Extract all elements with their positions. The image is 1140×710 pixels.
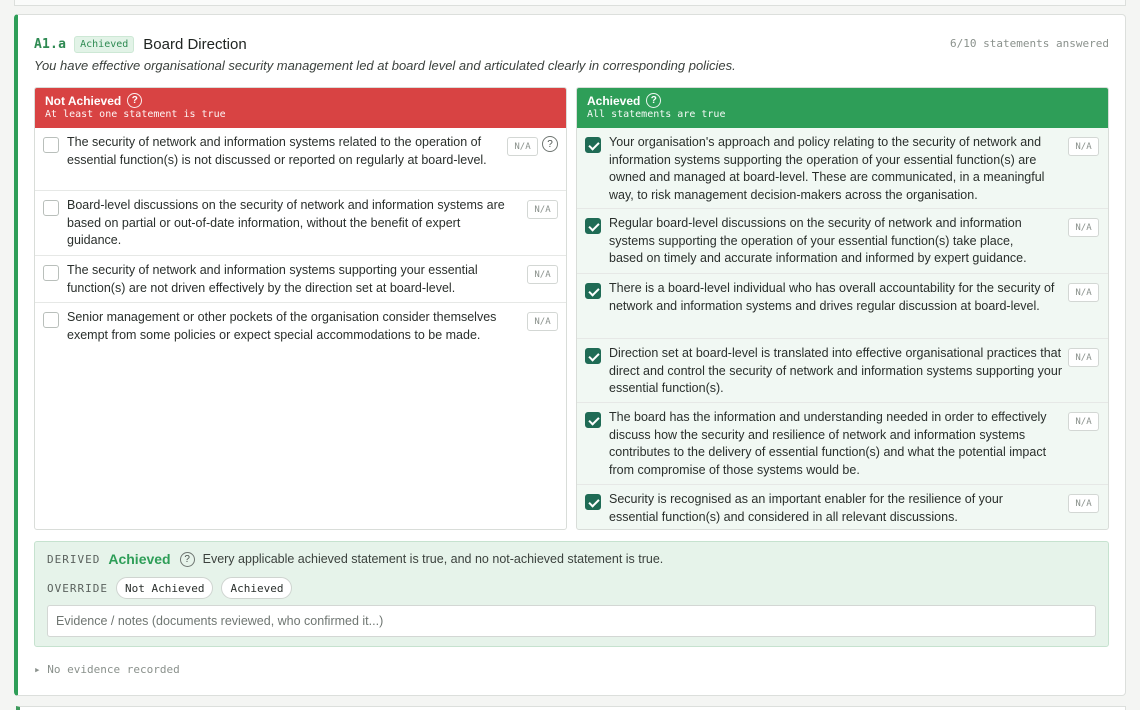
statement-checkbox[interactable]	[43, 312, 59, 328]
not-achieved-subtitle: At least one statement is true	[45, 109, 226, 120]
evidence-notes-input[interactable]: Evidence / notes (documents reviewed, who confirmed it...)	[47, 605, 1096, 637]
statement-checkbox[interactable]	[585, 283, 601, 299]
help-icon[interactable]: ?	[127, 93, 142, 108]
statement-row	[577, 485, 1108, 530]
statement-text: Direction set at board-level is translated into effective organisational practices that direct and control the security of network and information systems supporting your essential function(s).	[609, 346, 1062, 395]
statement-text: Senior management or other pockets of the organisation consider themselves exempt from some policies or expect special accommodations to be made.	[67, 310, 497, 342]
statement-checkbox[interactable]	[585, 137, 601, 153]
statement-text: Board-level discussions on the security of network and information systems are based on partial or out-of-date information, without the benefit of expert guidance.	[67, 198, 505, 247]
statement-row	[577, 339, 1108, 403]
next-card-edge	[16, 706, 1126, 710]
statement-row	[35, 128, 566, 191]
na-button[interactable]: N/A	[527, 265, 558, 284]
statement-row	[35, 303, 566, 351]
na-button[interactable]: N/A	[507, 137, 538, 156]
na-button[interactable]: N/A	[527, 312, 558, 331]
not-achieved-header	[35, 88, 566, 128]
statement-row	[35, 256, 566, 303]
override-not-achieved-button[interactable]: Not Achieved	[116, 577, 213, 599]
derived-explanation: Every applicable achieved statement is true, and no not-achieved statement is true.	[202, 552, 664, 566]
achieved-title: Achieved	[587, 93, 641, 108]
na-button[interactable]: N/A	[1068, 218, 1099, 237]
statement-row	[577, 274, 1108, 339]
card-header	[34, 33, 1109, 55]
not-achieved-column	[34, 87, 567, 530]
statement-row	[577, 209, 1108, 274]
na-button[interactable]: N/A	[527, 200, 558, 219]
statement-text: The security of network and information systems related to the operation of essential function(s) is not discussed or reported on regularly at board-level.	[67, 135, 487, 167]
statement-row	[577, 403, 1108, 485]
statement-checkbox[interactable]	[585, 412, 601, 428]
statement-row	[35, 191, 566, 256]
na-button[interactable]: N/A	[1068, 137, 1099, 156]
override-label: OVERRIDE	[47, 581, 108, 595]
statement-text: Security is recognised as an important enabler for the resilience of your essential function(s) and considered in all relevant discussions.	[609, 492, 1003, 524]
achieved-column	[576, 87, 1109, 530]
not-achieved-title: Not Achieved	[45, 93, 122, 108]
achieved-subtitle: All statements are true	[587, 109, 726, 120]
assessment-card	[14, 14, 1126, 696]
override-achieved-button[interactable]: Achieved	[221, 577, 292, 599]
na-button[interactable]: N/A	[1068, 412, 1099, 431]
achieved-header	[577, 88, 1108, 128]
status-badge: Achieved	[74, 36, 134, 53]
evidence-status-toggle[interactable]: ▸ No evidence recorded	[34, 663, 180, 676]
statement-checkbox[interactable]	[585, 218, 601, 234]
statement-text: The security of network and information systems supporting your essential function(s) are not driven effectively by the direction set at board-level.	[67, 263, 478, 295]
derived-value: Achieved	[108, 551, 171, 567]
statement-text: Your organisation's approach and policy relating to the security of network and information systems supporting the operation of your essential function(s) are owned and managed at board-level. These are communicated, in a meaningful way, to risk management decision-makers across the organisation.	[609, 135, 1045, 202]
statement-text: Regular board-level discussions on the security of network and information systems supporting the operation of your essential function(s) take place, based on timely and accurate information and informed by expert guidance.	[609, 216, 1027, 265]
previous-card-edge	[14, 0, 1126, 6]
statement-checkbox[interactable]	[585, 348, 601, 364]
section-code: A1.a	[34, 36, 67, 52]
help-icon[interactable]: ?	[646, 93, 661, 108]
na-button[interactable]: N/A	[1068, 283, 1099, 302]
derived-label: DERIVED	[47, 552, 101, 566]
statement-text: The board has the information and understanding needed in order to effectively discuss how the security and resilience of network and information systems contributes to the delivery of essential function(s) and what the potential impact from compromise of those systems would be.	[609, 410, 1047, 477]
section-description: You have effective organisational security management led at board level and articulated clearly in corresponding policies.	[34, 58, 736, 73]
statement-row	[577, 128, 1108, 209]
statement-checkbox[interactable]	[43, 137, 59, 153]
section-title: Board Direction	[143, 35, 247, 53]
statement-checkbox[interactable]	[43, 265, 59, 281]
answered-count: 6/10 statements answered	[950, 37, 1109, 50]
help-icon[interactable]: ?	[180, 552, 195, 567]
help-icon[interactable]: ?	[542, 136, 558, 152]
statement-text: There is a board-level individual who has overall accountability for the security of network and information systems and drives regular discussion at board-level.	[609, 281, 1055, 313]
na-button[interactable]: N/A	[1068, 494, 1099, 513]
statement-checkbox[interactable]	[585, 494, 601, 510]
statement-checkbox[interactable]	[43, 200, 59, 216]
na-button[interactable]: N/A	[1068, 348, 1099, 367]
derived-panel	[34, 541, 1109, 647]
